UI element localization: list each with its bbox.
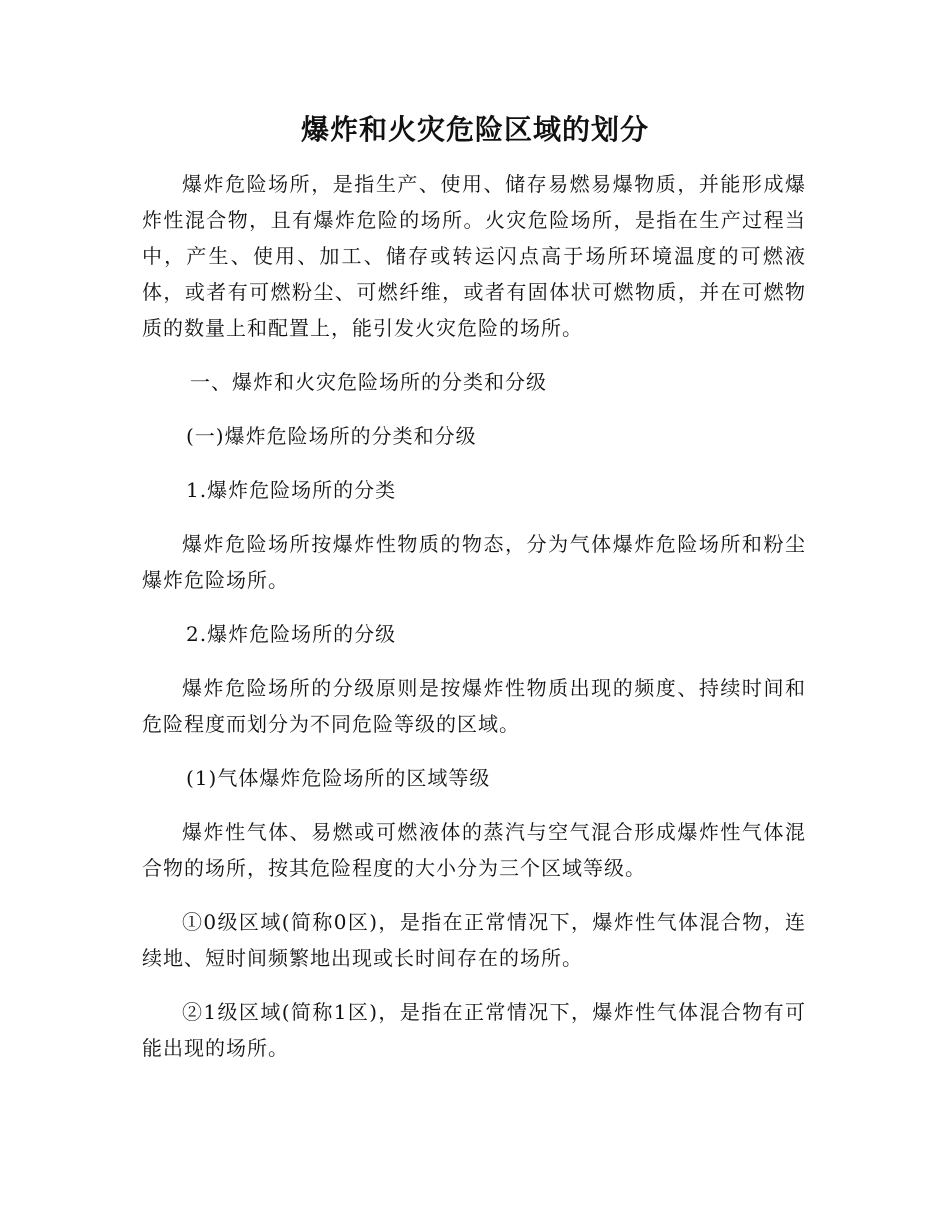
item-heading-2: 2.爆炸危险场所的分级 <box>186 622 397 646</box>
subsection-heading-1: (一)爆炸危险场所的分类和分级 <box>186 424 477 448</box>
document-title: 爆炸和火灾危险区域的划分 <box>300 113 649 146</box>
section-heading-1: 一、爆炸和火灾危险场所的分类和分级 <box>190 370 547 394</box>
zone-1-paragraph: ②1级区域(简称1区)，是指在正常情况下，爆炸性气体混合物有可能出现的场所。 <box>142 1000 806 1060</box>
document-body <box>142 166 806 1066</box>
grading-paragraph: 爆炸危险场所的分级原则是按爆炸性物质出现的频度、持续时间和危险程度而划分为不同危险等级的区域。 <box>142 676 806 736</box>
gas-zone-paragraph: 爆炸性气体、易燃或可燃液体的蒸汽与空气混合形成爆炸性气体混合物的场所，按其危险程度的大小分为三个区域等级。 <box>142 820 806 880</box>
intro-paragraph: 爆炸危险场所，是指生产、使用、储存易燃易爆物质，并能形成爆炸性混合物，且有爆炸危险的场所。火灾危险场所，是指在生产过程当中，产生、使用、加工、储存或转运闪点高于场所环境温度的可燃液体，或者有可燃粉尘、可燃纤维，或者有固体状可燃物质，并在可燃物质的数量上和配置上，能引发火灾危险的场所。 <box>142 172 806 340</box>
zone-0-paragraph: ①0级区域(简称0区)，是指在正常情况下，爆炸性气体混合物，连续地、短时间频繁地出现或长时间存在的场所。 <box>142 910 806 970</box>
gas-zone-heading: (1)气体爆炸危险场所的区域等级 <box>186 766 491 790</box>
classification-paragraph: 爆炸危险场所按爆炸性物质的物态，分为气体爆炸危险场所和粉尘爆炸危险场所。 <box>142 532 806 592</box>
item-heading-1: 1.爆炸危险场所的分类 <box>186 478 397 502</box>
